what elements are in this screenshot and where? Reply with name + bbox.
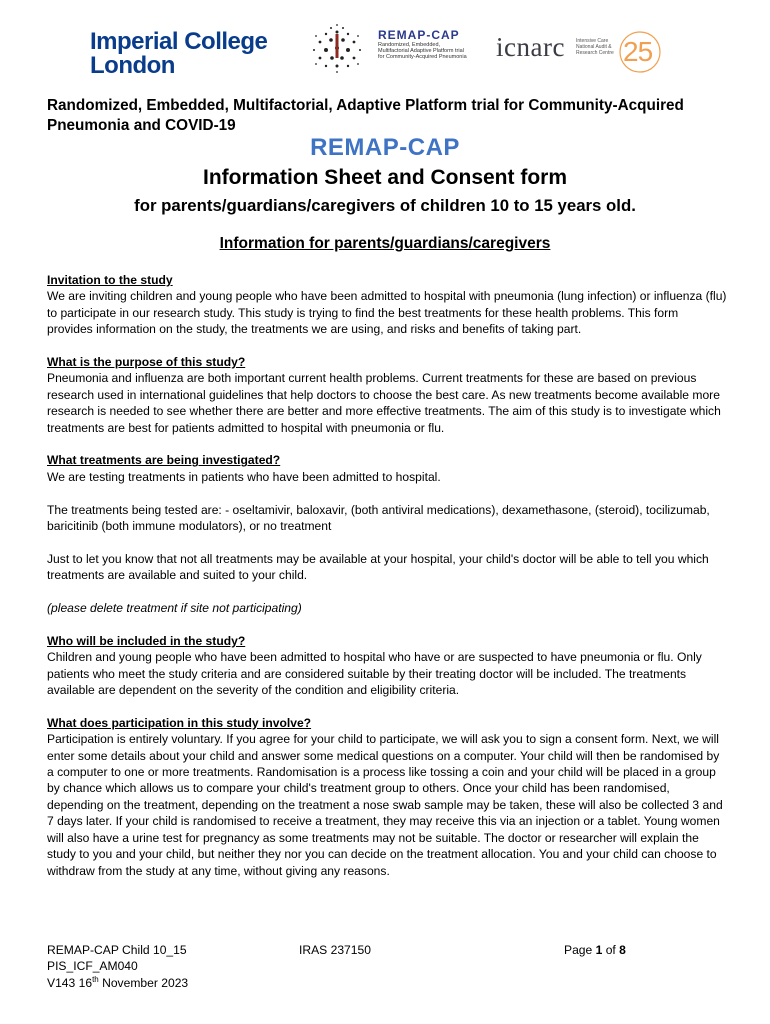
footer-page-number — [564, 942, 626, 958]
remap-cap-logo — [306, 20, 466, 76]
treatments-note: (please delete treatment if site not participating) — [47, 601, 302, 616]
page-current: 1 — [595, 943, 603, 957]
section-heading-participation: What does participation in this study involve? — [47, 715, 312, 730]
section-heading-included: Who will be included in the study? — [47, 633, 246, 648]
imperial-logo-line2: London — [90, 52, 175, 79]
info-heading: Information for parents/guardians/caregivers — [219, 235, 551, 252]
section-text-treatments-3: Just to let you know that not all treatments may be available at your hospital, your child's doctor will be able to tell you which treatments are available and suited to your child. — [47, 551, 709, 583]
remap-logo-subtitle: Randomized, Embedded, Multifactorial Adaptive Platform trial for Community-Acquired Pneumonia — [378, 42, 467, 60]
document-title: Information Sheet and Consent form — [202, 166, 567, 189]
remap-logo-title: REMAP-CAP — [378, 28, 460, 42]
section-text-participation: Participation is entirely voluntary. If you agree for your child to participate, we will ask you to sign a consent form. Next, we will enter some details about your child and answer some medical questions on a computer. Your child will then be randomised by a computer to one or more treatments. Randomisation is a process like tossing a coin and your child will be placed in a group by chance which allows us to compare your child's treatment group to others. Once your child has been randomised, depending on the treatment, depending on the treatment a nose swab sample may be taken, these will also be collected 3 and 7 days later. If your child is randomised to receive a treatment, they may receive this via an injection or a tablet. Young women will also have a urine test for pregnancy as some treatments may not be suitable. The doctor or researcher will explain the study to you and your child, but neither they nor you can decide on the treatment allocation. You and your child can choose to withdraw from the study at any time, without giving any reasons. — [47, 732, 723, 878]
footer-version-suffix: November 2023 — [98, 975, 189, 990]
footer-version — [47, 975, 247, 991]
page-prefix: Page — [564, 943, 596, 957]
footer-version-prefix: V143 16 — [47, 975, 93, 990]
section-heading-purpose: What is the purpose of this study? — [47, 355, 246, 370]
section-text-treatments-1: We are testing treatments in patients who have been admitted to hospital. — [47, 469, 441, 484]
footer-doc-code: REMAP-CAP Child 10_15 — [47, 943, 187, 957]
section-text-purpose: Pneumonia and influenza are both important current health problems. Current treatments for these are based on previous research used in international guidelines that help doctors to choose the best care. As new treatments become available more research is needed to see whether there are better and more effective treatments. The aim of this study is to investigate which treatments are best for patients admitted to hospital with pneumonia or flu. — [47, 371, 721, 435]
imperial-logo-line1: Imperial College — [90, 28, 268, 55]
lungs-sphere-icon — [306, 20, 368, 76]
anniversary-25-label: 25 — [623, 36, 653, 67]
section-text-invitation: We are inviting children and young people who have been admitted to hospital with pneumonia (lung infection) or influenza (flu) to participate in our research study. This study is trying to find the best treatments for these health problems. This form provides information on the study, the treatments we are using, and risks and benefits of taking part. — [47, 289, 727, 337]
section-heading-invitation: Invitation to the study — [47, 273, 173, 287]
footer-doc-ref: PIS_ICF_AM040 — [47, 959, 138, 974]
footer-version-sup: th — [92, 974, 99, 984]
icnarc-logo-subtitle: Intensive Care National Audit & Research Centre — [576, 38, 614, 56]
footer-doc-info — [47, 942, 247, 991]
page-total: 8 — [619, 943, 626, 957]
section-text-included: Children and young people who have been admitted to hospital who have or are suspected to have pneumonia or flu. Only patients who meet the study criteria and are considered suitable by their treating doctor will be included. The treatments available are dependent on the severity of the condition and eligibility criteria. — [47, 650, 702, 698]
imperial-college-logo — [90, 30, 267, 78]
page-of: of — [602, 943, 620, 957]
document-body — [47, 272, 727, 879]
document-audience: for parents/guardians/caregivers of children 10 to 15 years old. — [134, 196, 636, 215]
trial-acronym: REMAP-CAP — [310, 134, 460, 161]
section-text-treatments-2: The treatments being tested are: - oseltamivir, baloxavir, (both antiviral medications), dexamethasone, (steroid), tocilizumab, baricitinib (both immune modulators), or no treatment — [47, 502, 710, 534]
trial-full-name: Randomized, Embedded, Multifactorial, Adaptive Platform trial for Community-Acquired Pneumonia and COVID-19 — [47, 97, 684, 134]
icnarc-logo: icnarc — [496, 32, 565, 62]
footer-iras: IRAS 237150 — [299, 943, 371, 957]
section-heading-treatments: What treatments are being investigated? — [47, 453, 281, 468]
